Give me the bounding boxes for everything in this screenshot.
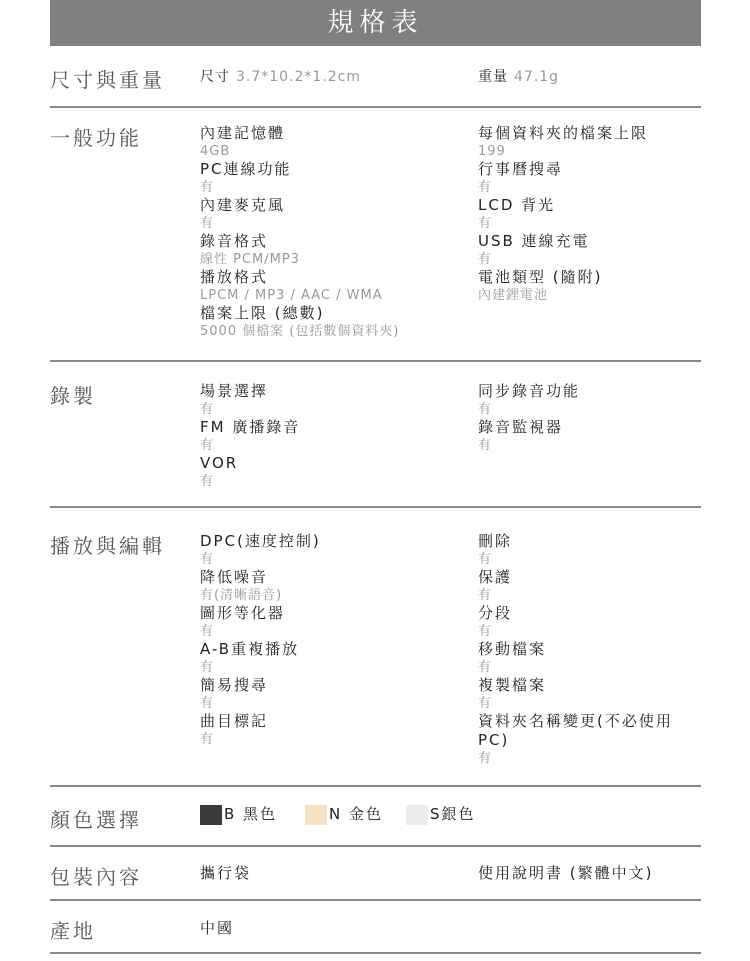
spec-item xyxy=(478,418,702,454)
spec-item-label: 錄音格式 xyxy=(200,232,269,250)
weight-label: 重量 xyxy=(478,69,508,85)
spec-item-value: 線性 PCM/MP3 xyxy=(200,252,300,267)
spec-item-label: 曲目標記 xyxy=(200,712,269,730)
spec-item-label: 行事曆搜尋 xyxy=(478,160,564,178)
spec-item-value: LPCM / MP3 / AAC / WMA xyxy=(200,288,383,303)
spec-item xyxy=(200,640,480,676)
spec-item xyxy=(478,568,702,604)
spec-item xyxy=(200,418,480,454)
spec-item xyxy=(200,712,480,748)
spec-item-value: 內建鋰電池 xyxy=(478,288,549,303)
spec-item-label: 內建記憶體 xyxy=(200,124,286,142)
spec-item-value: 4GB xyxy=(200,144,231,159)
spec-item-label: USB 連線充電 xyxy=(478,232,590,250)
spec-item xyxy=(200,568,480,604)
spec-item-value: 有 xyxy=(478,438,493,453)
spec-item xyxy=(478,532,702,568)
spec-item xyxy=(478,160,702,196)
spec-item-label: 複製檔案 xyxy=(478,676,547,694)
color-option-silver[interactable] xyxy=(406,804,476,825)
spec-item-value: 有 xyxy=(478,624,493,639)
spec-item xyxy=(200,604,480,640)
package-item-bag: 攜行袋 xyxy=(200,864,252,882)
spec-item-value: 有 xyxy=(200,696,215,711)
spec-item-label: 降低噪音 xyxy=(200,568,269,586)
spec-item xyxy=(200,304,480,340)
spec-item-value: 5000 個檔案 (包括數個資料夾) xyxy=(200,324,400,339)
divider xyxy=(50,899,701,901)
size-label: 尺寸 xyxy=(200,69,230,85)
spec-item xyxy=(200,160,480,196)
spec-item-value: 有 xyxy=(200,624,215,639)
divider xyxy=(50,360,701,362)
spec-item xyxy=(200,454,480,490)
size-field xyxy=(200,68,480,87)
divider xyxy=(50,506,701,508)
spec-item-label: 播放格式 xyxy=(200,268,269,286)
section-label-origin: 產地 xyxy=(50,919,96,943)
spec-item-value: 有(清晰語音) xyxy=(200,588,283,603)
spec-item-label: PC連線功能 xyxy=(200,160,292,178)
spec-item-label: DPC(速度控制) xyxy=(200,532,321,550)
color-swatch xyxy=(305,805,327,825)
spec-item-value: 有 xyxy=(478,660,493,675)
spec-item-value: 有 xyxy=(478,588,493,603)
spec-item-value: 有 xyxy=(200,180,215,195)
spec-item-label: 場景選擇 xyxy=(200,382,269,400)
divider xyxy=(50,952,701,954)
recording-col2 xyxy=(478,382,702,454)
spec-item xyxy=(478,382,702,418)
spec-item-label: VOR xyxy=(200,454,239,472)
spec-item-value: 有 xyxy=(478,180,493,195)
color-option-gold[interactable] xyxy=(305,804,383,825)
spec-item-label: A-B重複播放 xyxy=(200,640,300,658)
spec-item-value: 有 xyxy=(200,552,215,567)
color-swatch xyxy=(200,805,222,825)
spec-item-label: 電池類型 (隨附) xyxy=(478,268,603,286)
spec-item xyxy=(200,124,480,160)
spec-item xyxy=(200,196,480,232)
color-option-label: S銀色 xyxy=(430,805,476,823)
spec-item-value: 有 xyxy=(200,474,215,489)
origin-value: 中國 xyxy=(200,919,235,937)
spec-item-label: 同步錄音功能 xyxy=(478,382,581,400)
spec-item-label: 保護 xyxy=(478,568,513,586)
color-option-black[interactable] xyxy=(200,804,277,825)
divider xyxy=(50,845,701,847)
playback-col2 xyxy=(478,532,702,767)
spec-item xyxy=(478,640,702,676)
spec-item xyxy=(478,604,702,640)
spec-item-label: 資料夾名稱變更(不必使用PC) xyxy=(478,712,673,749)
spec-item xyxy=(478,268,702,304)
spec-item-value: 有 xyxy=(478,751,493,766)
spec-item-label: 分段 xyxy=(478,604,513,622)
spec-item-value: 有 xyxy=(478,696,493,711)
weight-value: 47.1g xyxy=(514,69,560,85)
spec-item-label: 內建麥克風 xyxy=(200,196,286,214)
section-label-colors: 顏色選擇 xyxy=(50,808,142,832)
spec-item-label: 每個資料夾的檔案上限 xyxy=(478,124,649,142)
spec-item-label: 刪除 xyxy=(478,532,513,550)
weight-field xyxy=(478,68,702,87)
spec-item xyxy=(200,382,480,418)
spec-item-label: LCD 背光 xyxy=(478,196,556,214)
playback-col1 xyxy=(200,532,480,748)
spec-item-value: 有 xyxy=(200,438,215,453)
section-label-playback: 播放與編輯 xyxy=(50,534,165,558)
spec-item-value: 199 xyxy=(478,144,506,159)
spec-item-value: 有 xyxy=(478,252,493,267)
spec-item xyxy=(478,196,702,232)
spec-item-label: 移動檔案 xyxy=(478,640,547,658)
spec-item xyxy=(200,268,480,304)
spec-item-label: 圖形等化器 xyxy=(200,604,286,622)
recording-col1 xyxy=(200,382,480,490)
section-label-general: 一般功能 xyxy=(50,126,142,150)
section-label-recording: 錄製 xyxy=(50,384,96,408)
section-label-package: 包裝內容 xyxy=(50,865,142,889)
general-col2 xyxy=(478,124,702,304)
divider xyxy=(50,106,701,108)
spec-item-value: 有 xyxy=(200,660,215,675)
spec-item-value: 有 xyxy=(200,732,215,747)
section-label-size-weight: 尺寸與重量 xyxy=(50,68,165,92)
spec-item xyxy=(200,532,480,568)
spec-item-label: 錄音監視器 xyxy=(478,418,564,436)
spec-item xyxy=(478,232,702,268)
size-value: 3.7*10.2*1.2cm xyxy=(236,69,362,85)
spec-item-value: 有 xyxy=(478,402,493,417)
spec-item xyxy=(200,676,480,712)
spec-item-label: FM 廣播錄音 xyxy=(200,418,301,436)
spec-item-value: 有 xyxy=(200,216,215,231)
color-option-label: N 金色 xyxy=(329,805,383,823)
general-col1 xyxy=(200,124,480,340)
spec-item-value: 有 xyxy=(200,402,215,417)
spec-item xyxy=(478,712,702,767)
spec-item xyxy=(478,676,702,712)
spec-item-label: 簡易搜尋 xyxy=(200,676,269,694)
color-option-label: B 黑色 xyxy=(224,805,278,823)
color-swatch xyxy=(406,805,428,825)
spec-title: 規格表 xyxy=(50,0,701,46)
spec-item xyxy=(478,124,702,160)
divider xyxy=(50,785,701,787)
spec-item-value: 有 xyxy=(478,216,493,231)
spec-item-value: 有 xyxy=(478,552,493,567)
spec-item-label: 檔案上限 (總數) xyxy=(200,304,325,322)
spec-item xyxy=(200,232,480,268)
package-item-manual: 使用說明書 (繁體中文) xyxy=(478,864,654,882)
